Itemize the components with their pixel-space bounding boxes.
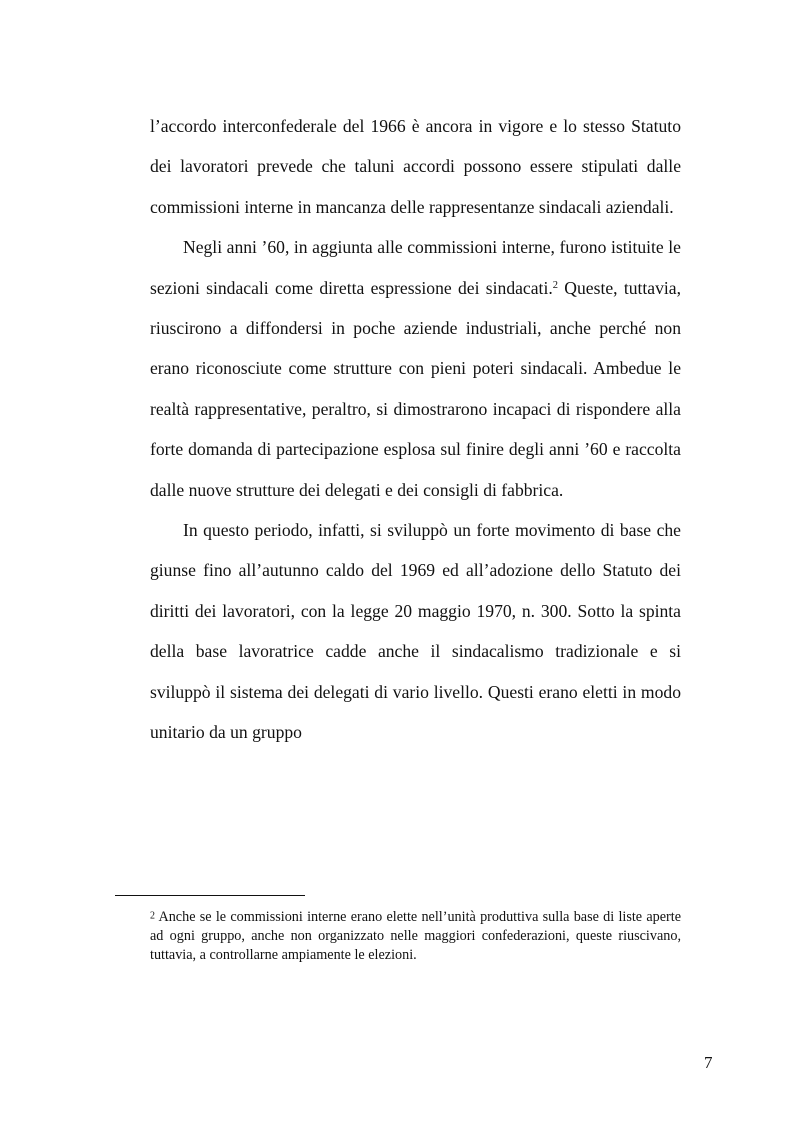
page-number: 7	[704, 1053, 713, 1072]
paragraph-2	[150, 227, 681, 510]
paragraph-1: l’accordo interconfederale del 1966 è ancora in vigore e lo stesso Statuto dei lavoratori prevede che taluni accordi possono essere stipulati dalle commissioni interne in mancanza delle rappresentanze sindacali aziendali.	[150, 116, 681, 217]
main-text	[150, 106, 681, 753]
footnote-separator	[115, 895, 305, 896]
footnote-text: Anche se le commissioni interne erano elette nell’unità produttiva sulla base di liste aperte ad ogni gruppo, anche non organizzato nelle maggiori confederazioni, queste riuscivano, tuttavia, a controllarne ampiamente le elezioni.	[150, 909, 681, 963]
paragraph-3: In questo periodo, infatti, si sviluppò un forte movimento di base che giunse fino all’autunno caldo del 1969 ed all’adozione dello Statuto dei diritti dei lavoratori, con la legge 20 maggio 1970, n. 300. Sotto la spinta della base lavoratrice cadde anche il sindacalismo tradizionale e si sviluppò il sistema dei delegati di vario livello. Questi erano eletti in modo unitario da un gruppo	[150, 520, 681, 743]
footnote-reference[interactable]: 2	[552, 279, 558, 291]
paragraph-2-end: Queste, tuttavia, riuscirono a diffondersi in poche aziende industriali, anche perché non erano riconosciute come strutture con pieni poteri sindacali. Ambedue le realtà rappresentative, peraltro, si dimostrarono incapaci di rispondere alla forte domanda di partecipazione esplosa sul finire degli anni ’60 e raccolta dalle nuove strutture dei delegati e dei consigli di fabbrica.	[150, 277, 681, 500]
footnote-number: 2	[150, 910, 155, 922]
footnote-2	[150, 908, 681, 965]
paragraph-2-start: Negli anni ’60, in aggiunta alle commissioni interne, furono istituite le sezioni sindacali come diretta espressione dei sindacati.	[150, 237, 681, 298]
